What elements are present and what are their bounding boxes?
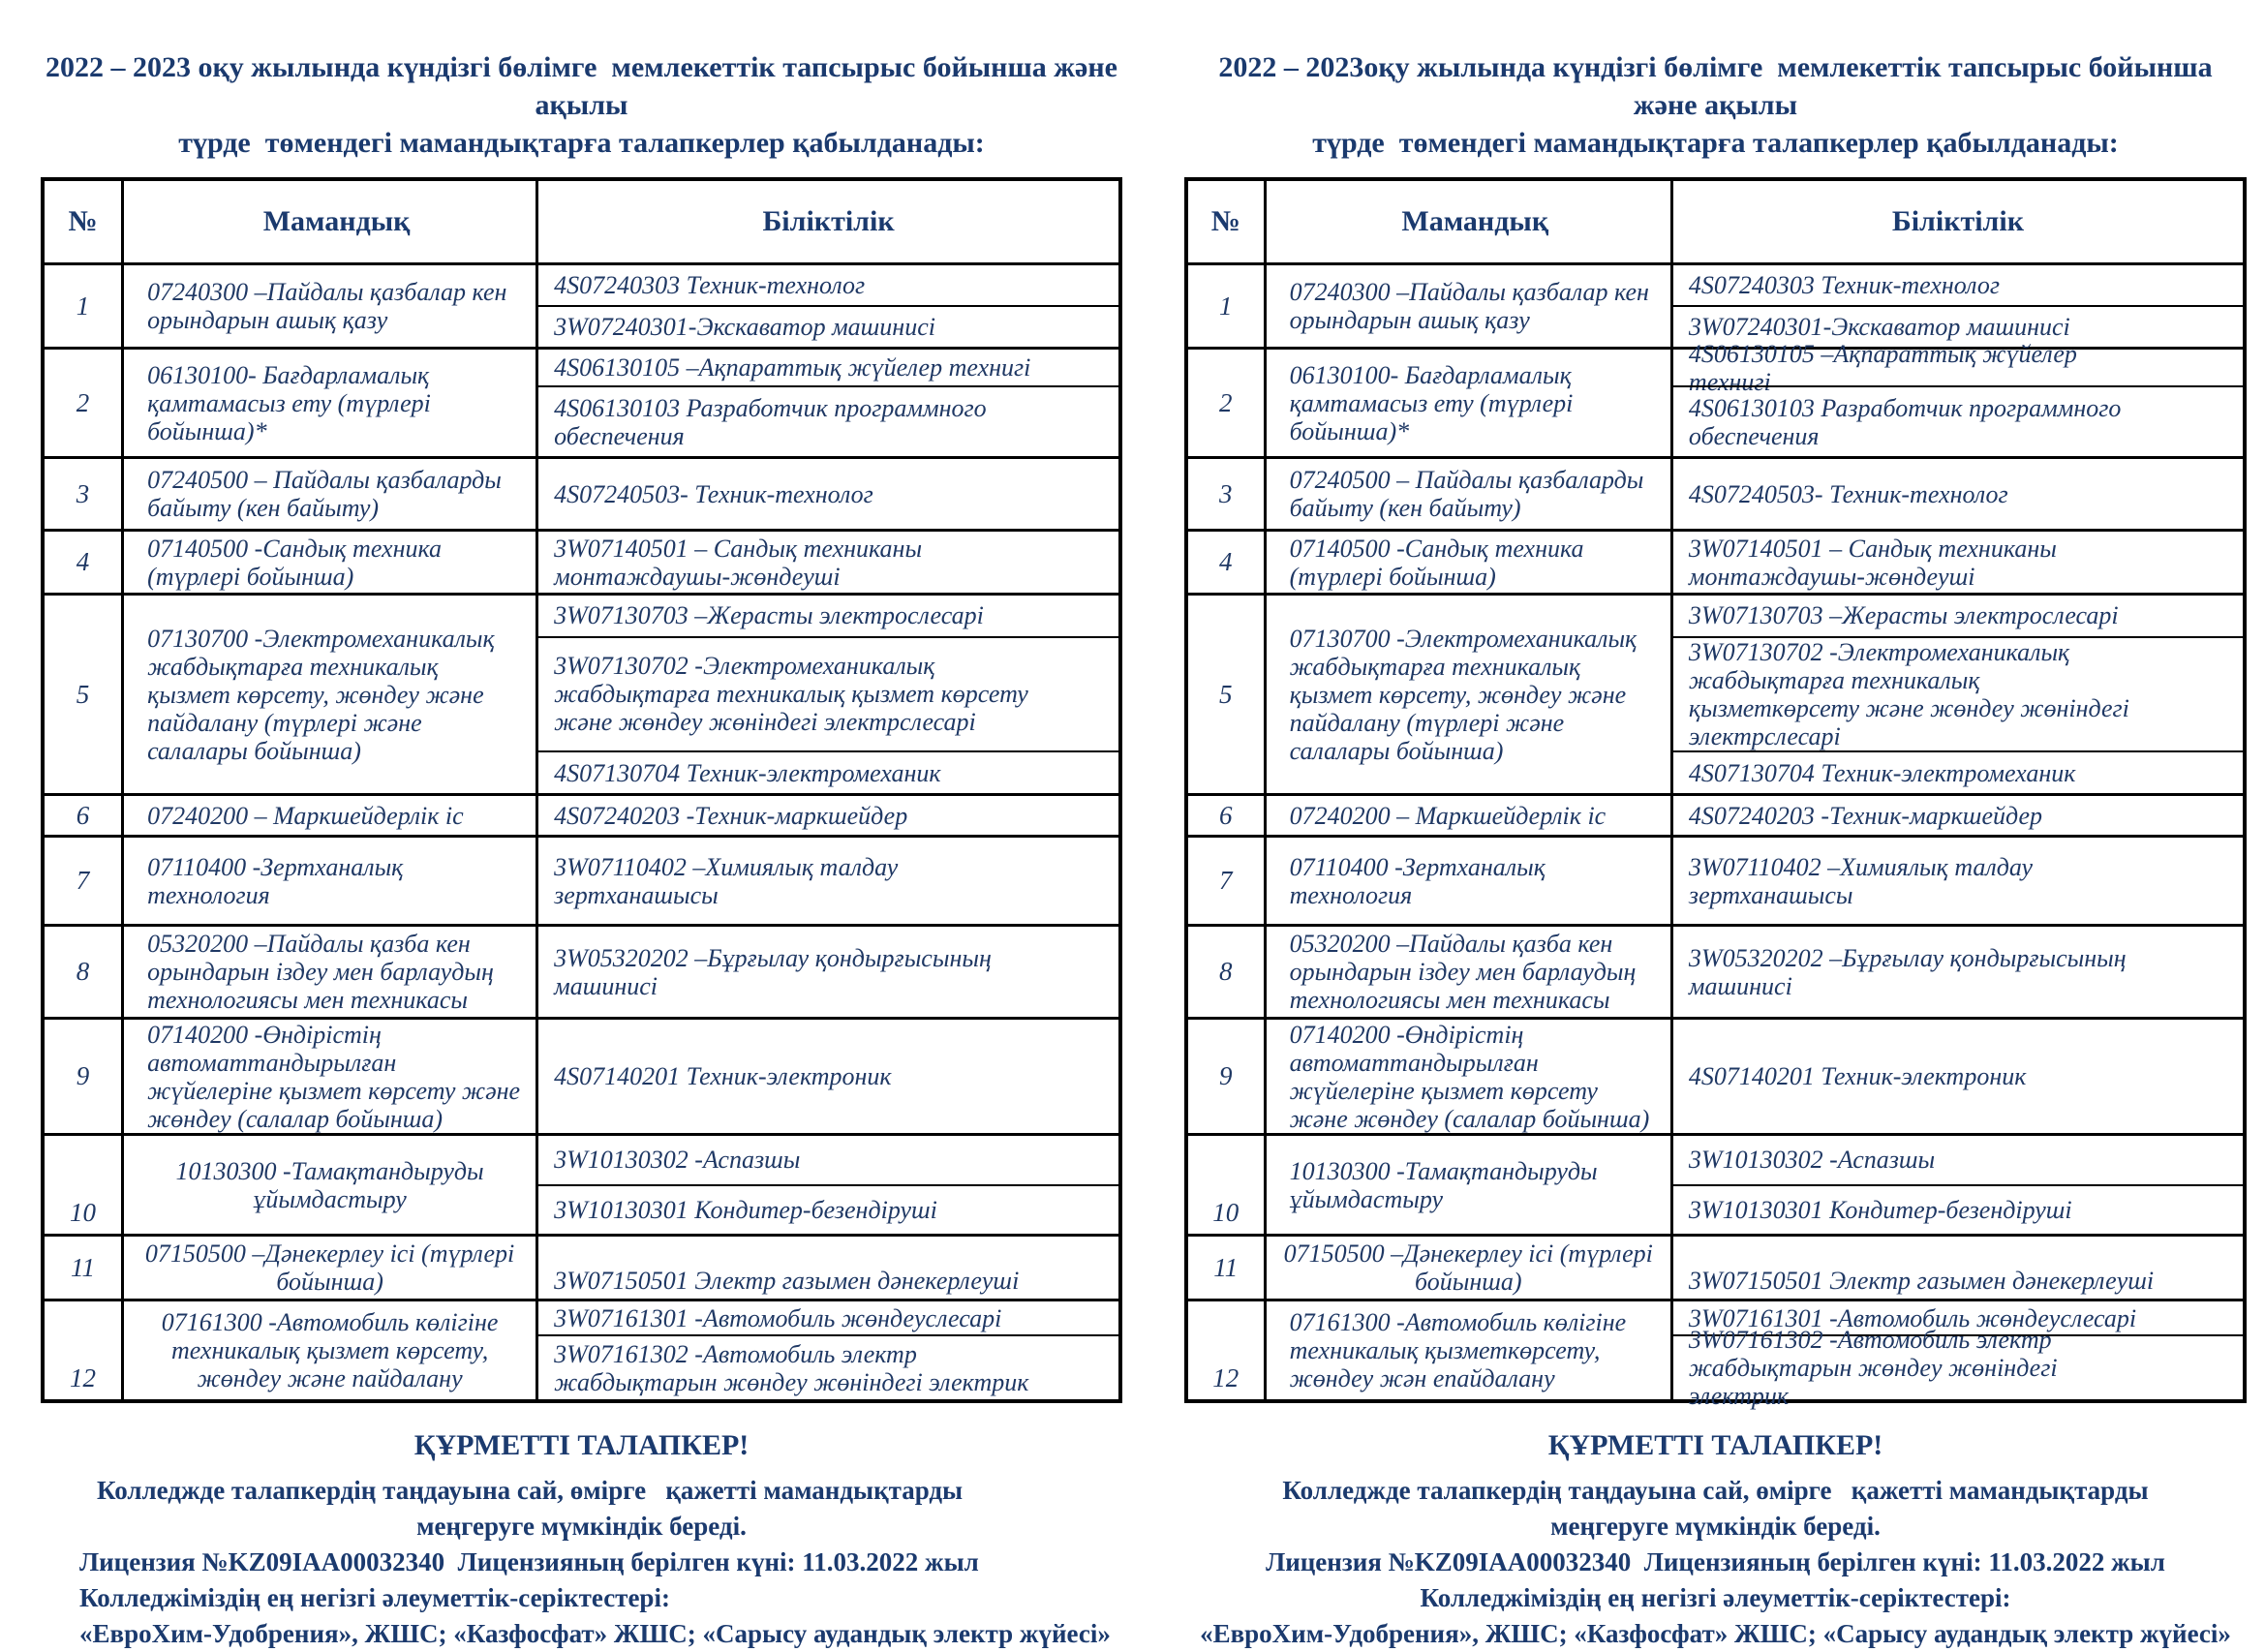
- qualification-text: 3W07150501 Электр газымен дәнекерлеуші: [554, 1267, 1020, 1295]
- qualification-subcell: [538, 636, 1118, 751]
- header-specialty: Мамандық: [1267, 181, 1673, 262]
- row-number: 7: [1219, 866, 1233, 895]
- qualification-subcell: [538, 532, 1118, 593]
- specialty-cell: [1267, 350, 1673, 456]
- page-left: [0, 0, 1132, 1648]
- row-number: 1: [1219, 291, 1233, 321]
- qualification-text: 3W07130702 -Электромеханикалық жабдықтарға техникалық қызметкөрсету және жөндеу жөніндегі электрслесарі: [1688, 638, 2129, 750]
- qualification-subcell: [538, 1136, 1118, 1184]
- qualification-text: 3W07130702 -Электромеханикалық жабдықтарға техникалық қызмет көрсету және жөндеу жөніндегі электрслесарі: [554, 652, 1028, 737]
- specialty-text: 07240500 – Пайдалы қазбаларды байыту (кен байыту): [147, 466, 502, 522]
- qualification-text: 4S07240503- Техник-технолог: [1688, 479, 2008, 508]
- table-row: [45, 456, 1118, 529]
- specialty-cell: [1267, 1136, 1673, 1234]
- footer-line: «ЕвроХим-Удобрения», ЖШС; «Казфосфат» ЖШС; «Сарысу аудандық электр жүйесі»: [1200, 1619, 2231, 1648]
- row-number: 8: [76, 957, 90, 986]
- footer-line: меңгеруге мүмкіндік береді.: [416, 1512, 747, 1541]
- qualification-cell: [538, 265, 1118, 347]
- row-number-cell: [45, 1020, 124, 1133]
- table-row: [45, 347, 1118, 456]
- footer-line: меңгеруге мүмкіндік береді.: [1550, 1512, 1881, 1541]
- row-number: 6: [76, 800, 90, 830]
- row-number: 3: [76, 478, 90, 508]
- header-no: №: [45, 181, 124, 262]
- footer-line: Лицензия №KZ09IAA00032340 Лицензияның берілген күні: 11.03.2022 жыл: [1266, 1547, 2165, 1576]
- qualification-subcell: [1673, 459, 2243, 529]
- qualification-text: 4S06130105 –Ақпараттық жүйелер технигі: [1688, 339, 2077, 396]
- specialty-text: 07240300 –Пайдалы қазбалар кен орындарын ашық қазу: [147, 278, 507, 334]
- qualification-text: 4S07240203 -Техник-маркшейдер: [1688, 801, 2042, 830]
- qualification-cell: [538, 1301, 1118, 1399]
- qualification-subcell: [1673, 1184, 2243, 1235]
- row-number: 3: [1219, 478, 1233, 508]
- specialty-cell: [1267, 596, 1673, 793]
- qualification-cell: [1673, 265, 2243, 347]
- qualification-text: 3W07161301 -Автомобиль жөндеуслесарі: [554, 1303, 1002, 1332]
- qualification-subcell: [538, 796, 1118, 835]
- qualification-subcell: [538, 1301, 1118, 1334]
- qualification-cell: [1673, 1237, 2243, 1299]
- qualification-subcell: [1673, 927, 2243, 1017]
- table-header-row: [45, 181, 1118, 262]
- qualification-subcell: [538, 459, 1118, 529]
- page-title-line2: түрде төмендегі мамандықтарға талапкерлер қабылданады:: [178, 127, 985, 159]
- specialty-cell: [1267, 927, 1673, 1017]
- qualification-text: 3W07161302 -Автомобиль электр жабдықтарын жөндеу жөніндегі электрик: [554, 1339, 1029, 1396]
- qualification-text: 4S06130105 –Ақпараттық жүйелер технигі: [554, 353, 1031, 382]
- page-footer: [41, 1426, 1122, 1652]
- table-row: [1188, 1234, 2243, 1299]
- qualification-text: 4S07240303 Техник-технолог: [1688, 271, 2000, 299]
- specialty-text: 05320200 –Пайдалы қазба кен орындарын іздеу мен барлаудың технологиясы мен техникасы: [1289, 930, 1637, 1014]
- row-number-cell: [1188, 796, 1267, 835]
- qualification-text: 4S07140201 Техник-электроник: [1688, 1062, 2027, 1090]
- row-number: 6: [1219, 800, 1233, 830]
- specialty-text: 07140200 -Өндірістің автоматтандырылған жүйелеріне қызмет көрсету және жөндеу (салалар бойынша): [1289, 1020, 1650, 1133]
- footer-line: Колледжіміздің ең негізгі әлеуметтік-серіктестері:: [79, 1583, 670, 1612]
- specialty-text: 10130300 -Тамақтандыруды ұйымдастыру: [175, 1156, 484, 1213]
- specialty-cell: [1267, 1237, 1673, 1299]
- specialty-cell: [1267, 265, 1673, 347]
- table-row: [1188, 262, 2243, 347]
- row-number-cell: [45, 796, 124, 835]
- table-row: [1188, 793, 2243, 835]
- table-row: [45, 1133, 1118, 1234]
- row-number: 7: [76, 866, 90, 895]
- row-number-cell: [45, 838, 124, 924]
- row-number-cell: [45, 1237, 124, 1299]
- footer-line: Колледжде талапкердің таңдауына сай, өмірге қажетті мамандықтарды: [1282, 1476, 2149, 1505]
- specialty-cell: [1267, 796, 1673, 835]
- qualification-text: 4S07240203 -Техник-маркшейдер: [554, 801, 908, 830]
- qualification-cell: [538, 927, 1118, 1017]
- specialties-table: [1184, 177, 2247, 1411]
- table-row: [1188, 593, 2243, 793]
- row-number: 5: [76, 679, 90, 709]
- specialty-cell: [1267, 532, 1673, 593]
- qualification-subcell: [538, 1184, 1118, 1235]
- qualification-subcell: [1673, 1020, 2243, 1133]
- row-number-cell: [45, 350, 124, 456]
- page-title-line2: түрде төмендегі мамандықтарға талапкерлер қабылданады:: [1312, 127, 2119, 159]
- qualification-subcell: [1673, 838, 2243, 924]
- qualification-text: 4S07240303 Техник-технолог: [554, 271, 866, 299]
- qualification-cell: [1673, 459, 2243, 529]
- qualification-text: 4S07140201 Техник-электроник: [554, 1062, 892, 1090]
- row-number-cell: [45, 265, 124, 347]
- specialty-cell: [124, 927, 538, 1017]
- specialties-table: [41, 177, 1122, 1403]
- specialty-text: 07161300 -Автомобиль көлігіне техникалық қызмет көрсету, жөндеу және пайдалану: [161, 1308, 499, 1392]
- page-right: [1132, 0, 2264, 1648]
- qualification-subcell: [1673, 385, 2243, 456]
- qualification-text: 3W10130301 Кондитер-безендіруші: [1688, 1195, 2072, 1224]
- row-number: 1: [76, 291, 90, 321]
- page-title-line1: 2022 – 2023 оқу жылында күндізгі бөлімге мемлекеттік тапсырыс бойынша және ақылы: [46, 51, 1125, 121]
- qualification-subcell: [1673, 339, 2243, 396]
- qualification-text: 3W07161301 -Автомобиль жөндеуслесарі: [1688, 1303, 2137, 1332]
- qualification-subcell: [1673, 796, 2243, 835]
- qualification-cell: [1673, 339, 2243, 456]
- qualification-text: 3W07140501 – Сандық техниканы монтаждаушы-жөндеуші: [1688, 534, 2057, 591]
- qualification-subcell: [1673, 1326, 2243, 1411]
- qualification-subcell: [1673, 1136, 2243, 1184]
- specialty-text: 07130700 -Электромеханикалық жабдықтарға техникалық қызмет көрсету, жөндеу және пайдалану (түрлері және салалары бойынша): [1289, 624, 1638, 765]
- specialty-text: 07140200 -Өндірістің автоматтандырылған жүйелеріне қызмет көрсету және жөндеу (салалар бойынша): [147, 1020, 521, 1133]
- row-number: 10: [70, 1198, 97, 1227]
- qualification-cell: [1673, 1136, 2243, 1234]
- page-title: [41, 48, 1125, 162]
- table-body: [1188, 262, 2243, 1411]
- qualification-cell: [538, 796, 1118, 835]
- qualification-cell: [538, 532, 1118, 593]
- qualification-text: 3W07161302 -Автомобиль электр жабдықтарын жөндеу жөніндегі электрик: [1688, 1326, 2058, 1411]
- qualification-text: 3W10130302 -Аспазшы: [1688, 1146, 1936, 1175]
- footer-line: Колледжіміздің ең негізгі әлеуметтік-серіктестері:: [1420, 1583, 2011, 1612]
- footer-heading: ҚҰРМЕТТІ ТАЛАПКЕР!: [1547, 1429, 1883, 1461]
- specialty-cell: [124, 350, 538, 456]
- table-row: [45, 924, 1118, 1017]
- row-number: 11: [71, 1252, 96, 1282]
- specialty-cell: [124, 265, 538, 347]
- footer-line: Лицензия №KZ09IAA00032340 Лицензияның берілген күні: 11.03.2022 жыл: [79, 1547, 979, 1576]
- qualification-cell: [538, 838, 1118, 924]
- row-number-cell: [1188, 265, 1267, 347]
- specialty-cell: [124, 532, 538, 593]
- page-title: [1184, 48, 2247, 162]
- qualification-cell: [1673, 596, 2243, 793]
- row-number: 11: [1213, 1252, 1239, 1282]
- table-row: [1188, 924, 2243, 1017]
- qualification-subcell: [538, 1237, 1118, 1299]
- specialty-text: 07240300 –Пайдалы қазбалар кен орындарын ашық қазу: [1289, 278, 1649, 334]
- qualification-subcell: [538, 596, 1118, 636]
- qualification-subcell: [538, 305, 1118, 347]
- row-number-cell: [1188, 1020, 1267, 1133]
- qualification-text: 3W07140501 – Сандық техниканы монтаждаушы-жөндеуші: [554, 534, 923, 591]
- specialty-text: 07110400 -Зертханалық технология: [147, 852, 404, 909]
- footer-line: «ЕвроХим-Удобрения», ЖШС; «Казфосфат» ЖШС; «Сарысу аудандық электр жүйесі»: [79, 1619, 1111, 1648]
- qualification-text: 4S07240503- Техник-технолог: [554, 479, 873, 508]
- qualification-cell: [1673, 1020, 2243, 1133]
- row-number-cell: [1188, 1136, 1267, 1234]
- qualification-subcell: [1673, 596, 2243, 636]
- specialty-cell: [1267, 1301, 1673, 1399]
- specialty-text: 07110400 -Зертханалық технология: [1289, 852, 1546, 909]
- table-row: [1188, 1299, 2243, 1411]
- table-row: [45, 593, 1118, 793]
- table-row: [45, 262, 1118, 347]
- specialty-cell: [124, 1301, 538, 1399]
- qualification-cell: [1673, 927, 2243, 1017]
- specialty-text: 06130100- Бағдарламалық қамтамасыз ету (түрлері бойынша)*: [1289, 360, 1574, 445]
- specialty-text: 07240200 – Маркшейдерлік іс: [1289, 801, 1607, 830]
- specialty-cell: [124, 459, 538, 529]
- specialty-text: 07130700 -Электромеханикалық жабдықтарға техникалық қызмет көрсету, жөндеу және пайдалану (түрлері және салалары бойынша): [147, 624, 495, 765]
- qualification-cell: [1673, 796, 2243, 835]
- row-number: 2: [1219, 387, 1233, 417]
- table-header-row: [1188, 181, 2243, 262]
- qualification-text: 4S06130103 Разработчик программного обеспечения: [1688, 393, 2122, 450]
- qualification-subcell: [538, 927, 1118, 1017]
- qualification-subcell: [538, 1334, 1118, 1399]
- table-row: [1188, 529, 2243, 593]
- table-row: [45, 1299, 1118, 1399]
- specialty-cell: [124, 1020, 538, 1133]
- table-row: [1188, 456, 2243, 529]
- row-number-cell: [1188, 459, 1267, 529]
- specialty-text: 07161300 -Автомобиль көлігіне техникалық қызметкөрсету, жөндеу жән епайдалану: [1289, 1308, 1627, 1392]
- specialty-text: 05320200 –Пайдалы қазба кен орындарын іздеу мен барлаудың технологиясы мен техникасы: [147, 930, 494, 1014]
- row-number: 12: [1212, 1363, 1240, 1392]
- qualification-cell: [1673, 532, 2243, 593]
- row-number-cell: [45, 596, 124, 793]
- table-row: [45, 793, 1118, 835]
- table-row: [45, 529, 1118, 593]
- qualification-cell: [1673, 1301, 2243, 1411]
- qualification-text: 4S07130704 Техник-электромеханик: [554, 758, 941, 787]
- qualification-subcell: [1673, 265, 2243, 305]
- qualification-text: 3W10130301 Кондитер-безендіруші: [554, 1195, 937, 1224]
- footer-line: Колледжде талапкердің таңдауына сай, өмірге қажетті мамандықтарды: [97, 1476, 964, 1505]
- row-number-cell: [45, 927, 124, 1017]
- qualification-text: 4S07130704 Техник-электромеханик: [1688, 758, 2076, 787]
- row-number: 4: [1219, 547, 1233, 576]
- row-number-cell: [1188, 350, 1267, 456]
- page-footer: [1184, 1426, 2247, 1652]
- qualification-text: 3W07150501 Электр газымен дәнекерлеуші: [1688, 1267, 2155, 1295]
- specialty-text: 07140500 -Сандық техника (түрлері бойынша): [1289, 534, 1584, 591]
- specialty-text: 07140500 -Сандық техника (түрлері бойынша): [147, 534, 442, 591]
- row-number-cell: [1188, 1301, 1267, 1399]
- qualification-subcell: [538, 838, 1118, 924]
- qualification-subcell: [538, 385, 1118, 456]
- specialty-cell: [124, 796, 538, 835]
- specialty-cell: [124, 1136, 538, 1234]
- specialty-text: 10130300 -Тамақтандыруды ұйымдастыру: [1289, 1156, 1598, 1213]
- row-number-cell: [1188, 927, 1267, 1017]
- qualification-text: 3W07240301-Экскаватор машинисі: [1688, 313, 2070, 341]
- table-row: [1188, 835, 2243, 924]
- qualification-text: 3W07110402 –Химиялық талдау зертханашысы: [1688, 852, 2034, 909]
- table-row: [45, 1234, 1118, 1299]
- specialty-text: 07240200 – Маркшейдерлік іс: [147, 801, 464, 830]
- row-number: 8: [1219, 957, 1233, 986]
- specialty-text: 07150500 –Дәнекерлеу ісі (түрлері бойынша): [144, 1239, 515, 1296]
- qualification-subcell: [538, 265, 1118, 305]
- specialty-cell: [124, 1237, 538, 1299]
- row-number: 9: [1219, 1061, 1233, 1090]
- row-number-cell: [45, 532, 124, 593]
- table-row: [45, 835, 1118, 924]
- qualification-text: 3W10130302 -Аспазшы: [554, 1146, 801, 1175]
- table-row: [45, 1017, 1118, 1133]
- qualification-cell: [538, 1020, 1118, 1133]
- qualification-subcell: [1673, 532, 2243, 593]
- row-number-cell: [1188, 532, 1267, 593]
- specialty-cell: [1267, 459, 1673, 529]
- row-number-cell: [1188, 838, 1267, 924]
- qualification-text: 3W07130703 –Жерасты электрослесарі: [1688, 601, 2119, 630]
- header-qualification: Біліктілік: [1891, 205, 2025, 237]
- row-number: 12: [70, 1363, 97, 1392]
- qualification-subcell: [538, 1020, 1118, 1133]
- table-body: [45, 262, 1118, 1399]
- row-number: 10: [1212, 1198, 1240, 1227]
- qualification-subcell: [538, 350, 1118, 385]
- header-no: №: [1188, 181, 1267, 262]
- qualification-cell: [538, 350, 1118, 456]
- row-number-cell: [1188, 596, 1267, 793]
- qualification-cell: [538, 596, 1118, 793]
- qualification-text: 3W07130703 –Жерасты электрослесарі: [554, 601, 984, 630]
- row-number: 5: [1219, 679, 1233, 709]
- page-title-line1: 2022 – 2023оқу жылында күндізгі бөлімге мемлекеттік тапсырыс бойынша және ақылы: [1218, 51, 2220, 121]
- specialty-text: 06130100- Бағдарламалық қамтамасыз ету (түрлері бойынша)*: [147, 360, 431, 445]
- row-number: 2: [76, 387, 90, 417]
- qualification-text: 3W05320202 –Бұрғылау қондырғысының машинисі: [1688, 943, 2127, 1000]
- qualification-text: 3W07240301-Экскаватор машинисі: [554, 313, 935, 341]
- row-number-cell: [45, 1136, 124, 1234]
- qualification-subcell: [1673, 750, 2243, 793]
- qualification-cell: [538, 1237, 1118, 1299]
- specialty-cell: [124, 596, 538, 793]
- row-number: 9: [76, 1061, 90, 1090]
- specialty-text: 07150500 –Дәнекерлеу ісі (түрлері бойынша): [1283, 1239, 1653, 1296]
- table-row: [1188, 1133, 2243, 1234]
- qualification-subcell: [1673, 1237, 2243, 1299]
- qualification-cell: [1673, 838, 2243, 924]
- table-row: [1188, 339, 2243, 456]
- specialty-cell: [124, 838, 538, 924]
- header-qualification: Біліктілік: [762, 205, 895, 237]
- header-specialty: Мамандық: [124, 181, 538, 262]
- qualification-cell: [538, 1136, 1118, 1234]
- qualification-text: 3W07110402 –Химиялық талдау зертханашысы: [554, 852, 899, 909]
- table-row: [1188, 1017, 2243, 1133]
- row-number-cell: [45, 1301, 124, 1399]
- qualification-subcell: [1673, 636, 2243, 751]
- qualification-text: 3W05320202 –Бұрғылау қондырғысының машинисі: [554, 943, 992, 1000]
- row-number-cell: [1188, 1237, 1267, 1299]
- specialty-text: 07240500 – Пайдалы қазбаларды байыту (кен байыту): [1289, 466, 1644, 522]
- row-number-cell: [45, 459, 124, 529]
- specialty-cell: [1267, 1020, 1673, 1133]
- footer-heading: ҚҰРМЕТТІ ТАЛАПКЕР!: [413, 1429, 750, 1461]
- qualification-text: 4S06130103 Разработчик программного обеспечения: [554, 393, 987, 450]
- qualification-subcell: [538, 750, 1118, 793]
- row-number: 4: [76, 547, 90, 576]
- specialty-cell: [1267, 838, 1673, 924]
- qualification-cell: [538, 459, 1118, 529]
